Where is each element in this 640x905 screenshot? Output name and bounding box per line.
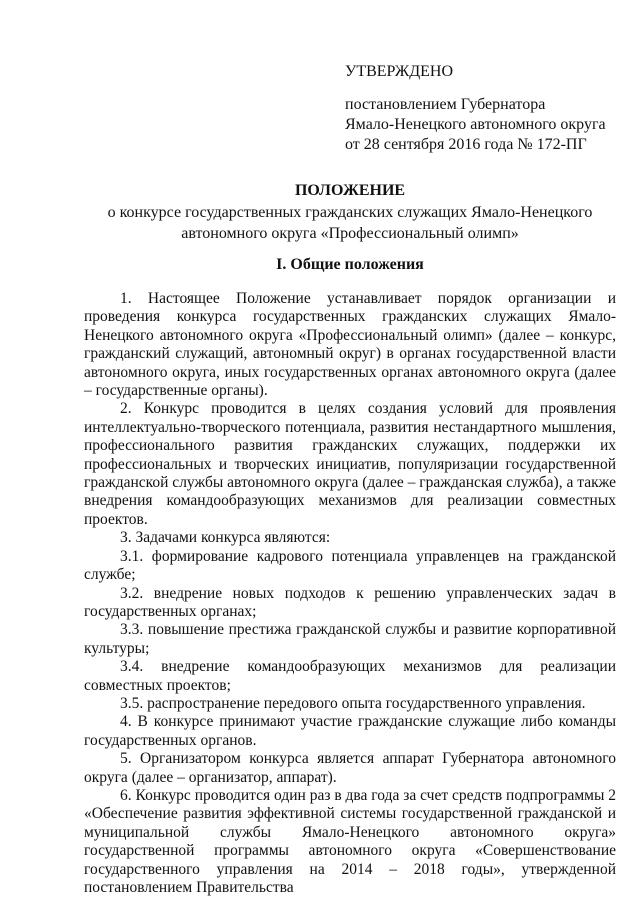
document-subtitle-line: о конкурсе государственных гражданских служащих Ямало-Ненецкого — [107, 204, 593, 221]
document-title: ПОЛОЖЕНИЕ — [294, 182, 406, 199]
paragraph: 3.3. повышение престижа гражданской службы и развитие корпоративной культуры; — [84, 621, 616, 657]
paragraph: 3.5. распространение передового опыта государственного управления. — [120, 694, 586, 712]
approval-line: от 28 сентября 2016 года № 172-ПГ — [345, 136, 587, 153]
section-heading: I. Общие положения — [276, 256, 424, 273]
document-body — [84, 290, 616, 897]
approval-line: постановлением Губернатора — [345, 96, 546, 113]
document-title-block — [84, 180, 616, 244]
paragraph: 3.4. внедрение командообразующих механизмов для реализации совместных проектов; — [84, 658, 616, 694]
paragraph: 1. Настоящее Положение устанавливает порядок организации и проведения конкурса государственных гражданских служащих Ямало-Ненецкого автономного округа «Профессиональный олимп» (далее – конкурс, гражданский служащий, автономный округ) в органах государственной власти автономного округа, иных государственных органах автономного округа (далее – государственные органы). — [84, 290, 616, 400]
paragraph: 5. Организатором конкурса является аппарат Губернатора автономного округа (далее – организатор, аппарат). — [84, 750, 616, 786]
paragraph: 3. Задачами конкурса являются: — [120, 529, 331, 547]
approval-line: Ямало-Ненецкого автономного округа — [345, 116, 606, 133]
paragraph: 2. Конкурс проводится в целях создания условий для проявления интеллектуально-творческого потенциала, развития нестандартного мышления, профессионального развития гражданских служащих, поддержки их профессиональных и творческих инициатив, популяризации государственной гражданской службы автономного округа (далее – гражданская служба), а также внедрения командообразующих механизмов для реализации совместных проектов. — [84, 400, 616, 528]
paragraph: 3.1. формирование кадрового потенциала управленцев на гражданской службе; — [84, 547, 616, 584]
paragraph: 6. Конкурс проводится один раз в два года за счет средств подпрограммы 2 «Обеспечение развития эффективной системы государственной гражданской и муниципальной службы Ямало-Ненецкого автономного округа» государственной программы автономного округа «Совершенствование государственного управления на 2014 – 2018 годы», утвержденной постановлением Правительства — [84, 786, 616, 896]
paragraph: 3.2. внедрение новых подходов к решению управленческих задач в государственных органах; — [84, 584, 616, 620]
approval-stamp — [345, 62, 606, 155]
paragraph: 4. В конкурсе принимают участие гражданские служащие либо команды государственных органов. — [84, 713, 616, 749]
document-subtitle-line: автономного округа «Профессиональный олимп» — [181, 225, 519, 242]
approval-heading: УТВЕРЖДЕНО — [345, 63, 454, 80]
